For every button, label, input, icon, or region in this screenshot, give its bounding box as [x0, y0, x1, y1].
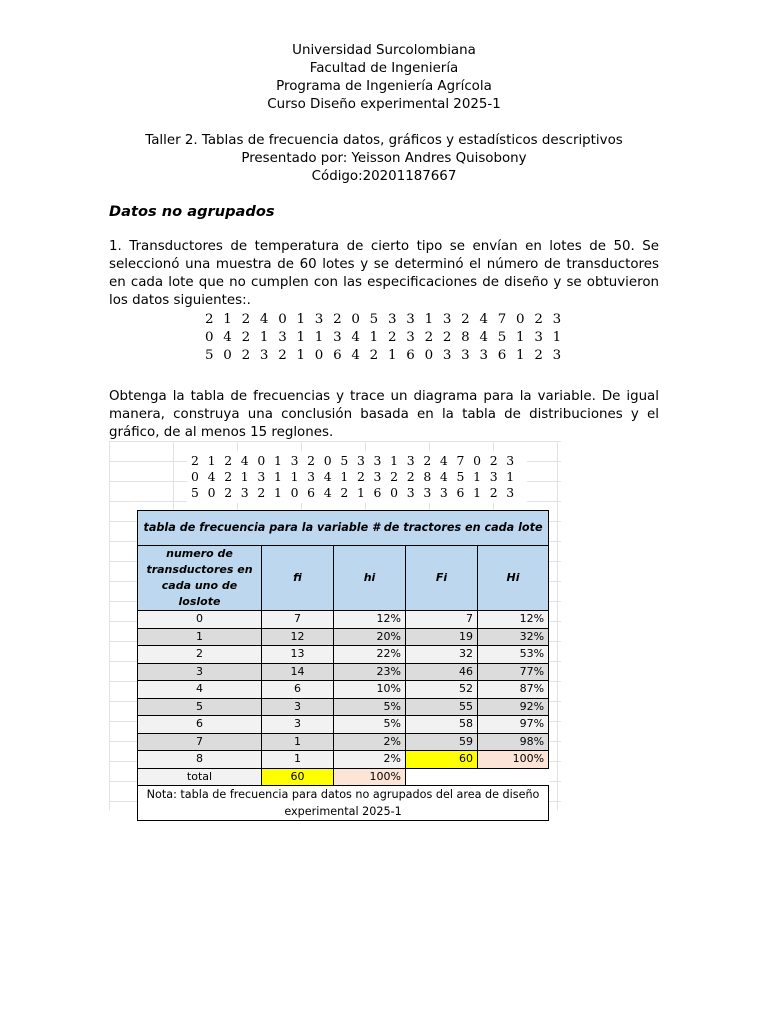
sheet-data-value: 1 [473, 469, 481, 484]
sheet-data-row [191, 469, 523, 485]
table-cell: 98% [478, 733, 549, 751]
sheet-data-value: 1 [340, 469, 349, 484]
raw-data-value: 2 [369, 348, 379, 363]
sheet-data-row [191, 485, 523, 501]
header-line: Código:20201187667 [311, 169, 457, 184]
raw-data-row [205, 347, 571, 365]
raw-data-value: 5 [369, 312, 379, 327]
sheet-data-value: 1 [290, 469, 299, 484]
raw-data-value: 3 [278, 330, 287, 345]
table-cell: 59 [406, 733, 478, 751]
sheet-data-value: 3 [506, 453, 515, 468]
sheet-data-value: 4 [323, 485, 332, 500]
raw-data-value: 0 [223, 348, 232, 363]
table-cell: 6 [138, 716, 262, 734]
raw-data-value: 0 [278, 312, 287, 327]
raw-data-value: 2 [278, 348, 287, 363]
sheet-data-value: 1 [273, 485, 282, 500]
sheet-data-value: 1 [240, 469, 249, 484]
raw-data-value: 3 [461, 348, 470, 363]
raw-data-value: 1 [223, 312, 232, 327]
table-cell: 46 [406, 663, 478, 681]
table-cell: 12% [334, 611, 406, 629]
sheet-data-value: 3 [240, 485, 249, 500]
raw-data-value: 4 [351, 330, 360, 345]
sheet-data-value: 3 [423, 485, 432, 500]
sheet-data-value: 0 [473, 453, 481, 468]
sheet-data-value: 2 [489, 453, 498, 468]
sheet-data-value: 4 [323, 469, 332, 484]
instructions-paragraph: Obtenga la tabla de frecuencias y trace un diagrama para la variable. De igual manera, construya una conclusión basada en la tabla de distribuciones y el gráfico, de al menos 15 reglones. [109, 389, 659, 440]
raw-data-value: 0 [516, 312, 525, 327]
table-cell: 7 [262, 611, 334, 629]
sheet-data-value: 3 [307, 469, 316, 484]
table-cell: 23% [334, 663, 406, 681]
table-cell: 2 [138, 646, 262, 664]
raw-data-value: 1 [296, 330, 306, 345]
sheet-data-value: 7 [456, 453, 465, 468]
raw-data-value: 3 [333, 330, 342, 345]
sheet-data-value: 3 [373, 453, 382, 468]
sheet-data-value: 1 [273, 453, 282, 468]
spreadsheet-raw-data [187, 451, 527, 503]
raw-data-value: 6 [406, 348, 415, 363]
frequency-table [137, 510, 549, 821]
total-row [138, 768, 549, 786]
raw-data-value: 3 [442, 312, 452, 327]
table-title: tabla de frecuencia para la variable # de tractores en cada lote [138, 511, 549, 546]
raw-data-value: 0 [205, 330, 214, 345]
sheet-data-value: 2 [307, 453, 316, 468]
table-cell: 32 [406, 646, 478, 664]
raw-data-value: 3 [442, 348, 452, 363]
table-row [138, 681, 549, 699]
section-title: Datos no agrupados [109, 203, 275, 220]
header-line: Universidad Surcolombiana [292, 43, 476, 58]
raw-data-value: 3 [534, 330, 543, 345]
sheet-data-value: 4 [240, 453, 249, 468]
table-cell: 100% [478, 751, 549, 769]
raw-data-value: 1 [296, 312, 306, 327]
table-cell: 14 [262, 663, 334, 681]
raw-data-value: 2 [241, 312, 251, 327]
table-cell: 12 [262, 628, 334, 646]
table-cell: 7 [138, 733, 262, 751]
table-cell: 60 [406, 751, 478, 769]
raw-data-value: 1 [296, 348, 306, 363]
header-line: Curso Diseño experimental 2025-1 [267, 97, 501, 112]
table-cell: 1 [262, 733, 334, 751]
sheet-data-value: 5 [340, 453, 349, 468]
table-cell: 5% [334, 698, 406, 716]
table-cell: 10% [334, 681, 406, 699]
sheet-data-value: 3 [257, 469, 266, 484]
sheet-data-value: 6 [307, 485, 316, 500]
sheet-data-value: 1 [207, 453, 216, 468]
sheet-data-value: 2 [224, 469, 233, 484]
sheet-data-value: 1 [390, 453, 399, 468]
table-cell: 20% [334, 628, 406, 646]
table-row [138, 733, 549, 751]
table-row [138, 716, 549, 734]
raw-data-value: 3 [406, 312, 415, 327]
sheet-data-value: 4 [439, 469, 448, 484]
sheet-data-value: 2 [423, 453, 432, 468]
raw-data-value: 4 [259, 312, 269, 327]
raw-data-value: 4 [479, 312, 488, 327]
raw-data-value: 3 [259, 348, 269, 363]
raw-data-value: 1 [552, 330, 562, 345]
column-header: hi [334, 546, 406, 611]
raw-data-value: 7 [497, 312, 507, 327]
table-cell: 2% [334, 733, 406, 751]
raw-data-value: 8 [461, 330, 470, 345]
table-cell: 0 [138, 611, 262, 629]
sheet-data-value: 5 [191, 485, 199, 500]
problem-statement: 1. Transductores de temperatura de cierto tipo se envían en lotes de 50. Se seleccionó una muestra de 60 lotes y se determinó el número de transductores en cada lote que no cumplen con las especificaciones de diseño y se obtuvieron los datos siguientes:. [109, 239, 659, 308]
raw-data-row [205, 311, 571, 329]
raw-data-value: 2 [387, 330, 397, 345]
raw-data-block [205, 311, 571, 365]
table-note: Nota: tabla de frecuencia para datos no agrupados del area de diseño experimental 2025-1 [138, 786, 549, 821]
raw-data-value: 2 [241, 348, 251, 363]
sheet-data-value: 1 [473, 485, 481, 500]
table-row [138, 646, 549, 664]
table-row [138, 628, 549, 646]
raw-data-value: 2 [333, 312, 342, 327]
sheet-data-value: 3 [290, 453, 299, 468]
table-cell: 4 [138, 681, 262, 699]
header-line: Presentado por: Yeisson Andres Quisobony [241, 151, 527, 166]
sheet-data-value: 0 [323, 453, 332, 468]
table-cell: 97% [478, 716, 549, 734]
table-cell: 3 [262, 716, 334, 734]
raw-data-value: 1 [314, 330, 324, 345]
raw-data-value: 5 [497, 330, 507, 345]
raw-data-value: 4 [479, 330, 488, 345]
sheet-data-value: 0 [257, 453, 266, 468]
raw-data-value: 6 [497, 348, 507, 363]
sheet-data-value: 2 [340, 485, 349, 500]
raw-data-value: 5 [205, 348, 214, 363]
table-cell: 3 [262, 698, 334, 716]
header-line: Programa de Ingeniería Agrícola [276, 79, 492, 94]
raw-data-value: 2 [461, 312, 470, 327]
header-line: Taller 2. Tablas de frecuencia datos, gráficos y estadísticos descriptivos [145, 133, 623, 148]
header-line: Facultad de Ingeniería [309, 61, 459, 76]
raw-data-value: 2 [241, 330, 251, 345]
table-cell: 12% [478, 611, 549, 629]
sheet-data-value: 2 [191, 453, 199, 468]
raw-data-row [205, 329, 571, 347]
column-header: fi [262, 546, 334, 611]
sheet-data-value: 3 [406, 485, 415, 500]
sheet-data-value: 2 [406, 469, 415, 484]
sheet-data-value: 0 [290, 485, 299, 500]
table-cell: 52 [406, 681, 478, 699]
raw-data-value: 3 [479, 348, 488, 363]
raw-data-value: 6 [333, 348, 342, 363]
sheet-data-value: 6 [373, 485, 382, 500]
sheet-data-value: 0 [390, 485, 399, 500]
table-cell: 60 [262, 768, 334, 786]
table-row [138, 611, 549, 629]
sheet-data-value: 2 [489, 485, 498, 500]
table-row [138, 751, 549, 769]
sheet-data-value: 3 [373, 469, 382, 484]
sheet-data-value: 6 [456, 485, 465, 500]
sheet-data-value: 3 [506, 485, 515, 500]
table-cell: 32% [478, 628, 549, 646]
document-header [0, 42, 768, 186]
raw-data-value: 1 [516, 348, 525, 363]
sheet-data-value: 2 [390, 469, 399, 484]
sheet-data-value: 5 [456, 469, 465, 484]
table-row [138, 663, 549, 681]
raw-data-value: 1 [387, 348, 397, 363]
sheet-data-value: 3 [489, 469, 498, 484]
raw-data-value: 2 [534, 312, 543, 327]
table-cell: 55 [406, 698, 478, 716]
raw-data-value: 1 [369, 330, 379, 345]
raw-data-value: 3 [314, 312, 324, 327]
table-cell: 1 [138, 628, 262, 646]
table-cell: 8 [138, 751, 262, 769]
raw-data-value: 2 [534, 348, 543, 363]
sheet-data-value: 1 [506, 469, 515, 484]
table-cell: 5 [138, 698, 262, 716]
raw-data-value: 0 [424, 348, 434, 363]
sheet-data-value: 3 [406, 453, 415, 468]
column-header: Fi [406, 546, 478, 611]
table-cell: 22% [334, 646, 406, 664]
raw-data-value: 4 [351, 348, 360, 363]
table-cell: total [138, 768, 262, 786]
raw-data-value: 1 [259, 330, 269, 345]
table-cell: 7 [406, 611, 478, 629]
raw-data-value: 3 [387, 312, 397, 327]
table-row [138, 698, 549, 716]
table-cell: 5% [334, 716, 406, 734]
sheet-data-value: 2 [224, 453, 233, 468]
table-cell: 19 [406, 628, 478, 646]
sheet-data-value: 3 [356, 453, 365, 468]
raw-data-value: 0 [314, 348, 324, 363]
raw-data-value: 2 [205, 312, 214, 327]
sheet-data-value: 2 [356, 469, 365, 484]
raw-data-value: 4 [223, 330, 232, 345]
column-header: Hi [478, 546, 549, 611]
table-cell: 53% [478, 646, 549, 664]
sheet-data-value: 3 [439, 485, 448, 500]
sheet-data-value: 0 [191, 469, 199, 484]
raw-data-value: 0 [351, 312, 360, 327]
sheet-data-value: 1 [273, 469, 282, 484]
table-cell: 13 [262, 646, 334, 664]
raw-data-value: 3 [406, 330, 415, 345]
sheet-data-value: 2 [257, 485, 266, 500]
table-cell: 3 [138, 663, 262, 681]
sheet-data-value: 0 [207, 485, 216, 500]
sheet-data-value: 4 [207, 469, 216, 484]
raw-data-value: 2 [424, 330, 434, 345]
raw-data-value: 1 [516, 330, 525, 345]
table-cell: 77% [478, 663, 549, 681]
sheet-data-value: 1 [356, 485, 365, 500]
raw-data-value: 3 [552, 312, 562, 327]
raw-data-value: 2 [442, 330, 452, 345]
table-cell: 2% [334, 751, 406, 769]
table-cell: 100% [334, 768, 406, 786]
sheet-data-value: 4 [439, 453, 448, 468]
sheet-data-value: 2 [224, 485, 233, 500]
column-header: numero de transductores en cada uno de loslote [138, 546, 262, 611]
table-cell: 58 [406, 716, 478, 734]
sheet-data-row [191, 453, 523, 469]
raw-data-value: 1 [424, 312, 434, 327]
table-cell: 92% [478, 698, 549, 716]
table-cell: 6 [262, 681, 334, 699]
table-cell: 1 [262, 751, 334, 769]
sheet-data-value: 8 [423, 469, 432, 484]
raw-data-value: 3 [552, 348, 562, 363]
table-cell: 87% [478, 681, 549, 699]
